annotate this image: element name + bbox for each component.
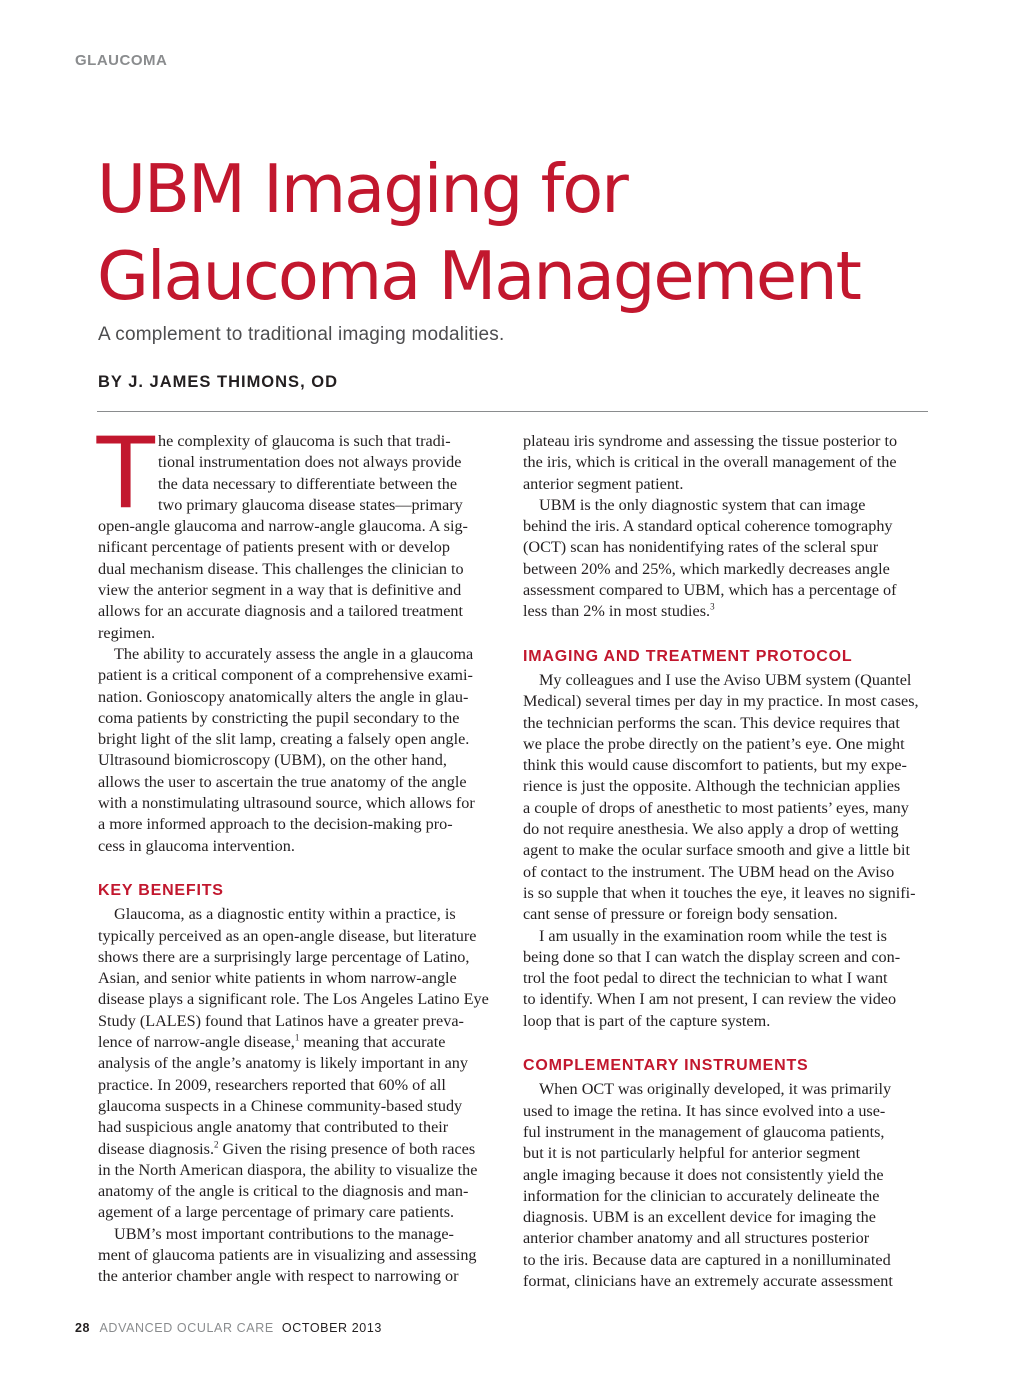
paragraph-oct [523, 1079, 923, 1292]
text-line: had suspicious angle anatomy that contributed to their [98, 1118, 449, 1137]
text-line: anterior chamber anatomy and all structures posterior [523, 1229, 870, 1248]
text-line: (OCT) scan has nonidentifying rates of the scleral spur [523, 538, 879, 557]
intro-paragraph [98, 516, 498, 644]
text-line: nation. Gonioscopy anatomically alters the angle in glau- [98, 687, 469, 706]
text-line: a more informed approach to the decision-making pro- [98, 815, 453, 834]
text-line: anatomy of the angle is critical to the diagnosis and man- [98, 1182, 469, 1201]
header-divider [97, 411, 928, 412]
section-label: GLAUCOMA [75, 52, 168, 69]
text-line: open-angle glaucoma and narrow-angle glaucoma. A sig- [98, 517, 468, 536]
text-line: I am usually in the examination room while the test is [539, 926, 887, 945]
text-line: glaucoma suspects in a Chinese community-based study [98, 1096, 463, 1115]
text-line: UBM’s most important contributions to the manage- [114, 1224, 454, 1243]
text-line: assessment compared to UBM, which has a percentage of [523, 581, 897, 600]
text-line: allows the user to ascertain the true anatomy of the angle [98, 772, 467, 791]
text-line: analysis of the angle’s anatomy is likely important in any [98, 1054, 468, 1073]
text-line: the data necessary to differentiate between the [158, 474, 458, 493]
text-line: Asian, and senior white patients in whom narrow-angle [98, 969, 457, 988]
citation-1: 1 [294, 1032, 300, 1043]
paragraph-continued [523, 431, 923, 495]
text-line: typically perceived as an open-angle disease, but literature [98, 926, 477, 945]
text-line: UBM is the only diagnostic system that can image [539, 495, 866, 514]
issue-date: OCTOBER 2013 [281, 1321, 382, 1335]
text-line: we place the probe directly on the patient’s eye. One might [523, 734, 905, 753]
text-line: The ability to accurately assess the angle in a glaucoma [114, 644, 474, 663]
text-line: do not require anesthesia. We also apply a drop of wetting [523, 820, 899, 839]
paragraph-angle-assessment [98, 644, 498, 857]
paragraph-ubm-only-system [523, 495, 923, 623]
text-line: the anterior chamber angle with respect to narrowing or [98, 1267, 459, 1286]
text-line: being done so that I can watch the display screen and con- [523, 947, 901, 966]
text-line: think this would cause discomfort to patients, but my expe- [523, 756, 907, 775]
citation-2: 2 [214, 1139, 219, 1150]
text-line: When OCT was originally developed, it was primarily [539, 1080, 892, 1099]
text-line: dual mechanism disease. This challenges the clinician to [98, 559, 464, 578]
heading-key-benefits: KEY BENEFITS [98, 882, 224, 900]
text-line: Glaucoma, as a diagnostic entity within a practice, is [114, 905, 456, 924]
text-line: is so supple that when it touches the eye, it leaves no signifi- [523, 883, 916, 902]
text-line: a couple of drops of anesthetic to most patients’ eyes, many [523, 798, 909, 817]
title-line-1: UBM Imaging for [97, 150, 627, 228]
text-line: in the North American diaspora, the ability to visualize the [98, 1160, 478, 1179]
text-line: lence of narrow-angle disease,$^1$ meaning that accurate [98, 1032, 446, 1052]
text-line: Study (LALES) found that Latinos have a greater preva- [98, 1011, 464, 1030]
text-line: nificant percentage of patients present with or develop [98, 538, 450, 557]
text-line: agent to make the ocular surface smooth and give a little bit [523, 841, 911, 860]
text-line: allows for an accurate diagnosis and a tailored treatment [98, 602, 463, 621]
text-line: but it is not particularly helpful for anterior segment [523, 1144, 861, 1163]
text-line: coma patients by constricting the pupil secondary to the [98, 708, 460, 727]
title-line-2: Glaucoma Management [97, 237, 860, 315]
heading-complementary-instruments: COMPLEMENTARY INSTRUMENTS [523, 1057, 809, 1075]
text-line: disease plays a significant role. The Los Angeles Latino Eye [98, 990, 489, 1009]
article-subtitle: A complement to traditional imaging modalities. [98, 324, 505, 345]
text-line: shows there are a surprisingly large percentage of Latino, [98, 947, 470, 966]
text-line: of contact to the instrument. The UBM head on the Aviso [523, 862, 895, 881]
magazine-name: ADVANCED OCULAR CARE [99, 1321, 274, 1335]
text-line: less than 2% in most studies.$^3$ [523, 601, 715, 621]
text-line: to identify. When I am not present, I can review the video [523, 990, 897, 1009]
article-title [97, 146, 860, 320]
text-line: two primary glaucoma disease states—primary [158, 495, 463, 514]
page-footer [75, 1321, 382, 1335]
text-line: ment of glaucoma patients are in visualizing and assessing [98, 1245, 477, 1264]
right-column [523, 431, 923, 1292]
text-line: regimen. [98, 623, 156, 642]
text-line: with a nonstimulating ultrasound source, which allows for [98, 794, 475, 813]
text-line: the technician performs the scan. This device requires that [523, 713, 900, 732]
text-line: Ultrasound biomicroscopy (UBM), on the other hand, [98, 751, 447, 770]
text-line: Medical) several times per day in my practice. In most cases, [523, 692, 919, 711]
text-line: to the iris. Because data are captured in a nonilluminated [523, 1250, 891, 1269]
paragraph-key-benefits [98, 904, 498, 1223]
paragraph-examination-room [523, 926, 923, 1032]
text-line: My colleagues and I use the Aviso UBM system (Quantel [539, 670, 912, 689]
text-line: between 20% and 25%, which markedly decreases angle [523, 559, 890, 578]
text-line: angle imaging because it does not consistently yield the [523, 1165, 884, 1184]
text-line: format, clinicians have an extremely accurate assessment [523, 1271, 893, 1290]
drop-cap: T [94, 414, 158, 530]
text-line: cess in glaucoma intervention. [98, 836, 295, 855]
text-line: practice. In 2009, researchers reported that 60% of all [98, 1075, 446, 1094]
text-line: bright light of the slit lamp, creating a falsely open angle. [98, 730, 470, 749]
text-line: patient is a critical component of a comprehensive exami- [98, 666, 473, 685]
text-line: anterior segment patient. [523, 474, 684, 493]
citation-3: 3 [710, 601, 715, 612]
text-line: trol the foot pedal to direct the technician to what I want [523, 969, 888, 988]
text-line: behind the iris. A standard optical coherence tomography [523, 517, 893, 536]
text-line: view the anterior segment in a way that is definitive and [98, 581, 462, 600]
page-number: 28 [75, 1321, 91, 1335]
text-line: used to image the retina. It has since evolved into a use- [523, 1101, 886, 1120]
text-line: the iris, which is critical in the overall management of the [523, 453, 897, 472]
left-column [94, 414, 498, 1288]
text-line: ful instrument in the management of glaucoma patients, [523, 1122, 885, 1141]
text-line: tional instrumentation does not always provide [158, 453, 462, 472]
text-line: loop that is part of the capture system. [523, 1011, 771, 1030]
heading-imaging-protocol: IMAGING AND TREATMENT PROTOCOL [523, 647, 853, 665]
text-line: disease diagnosis.$^2$ Given the rising presence of both races [98, 1139, 476, 1158]
text-line: agement of a large percentage of primary care patients. [98, 1203, 455, 1222]
text-line: information for the clinician to accurately delineate the [523, 1186, 880, 1205]
text-line: plateau iris syndrome and assessing the tissue posterior to [523, 432, 898, 450]
text-line: cant sense of pressure or foreign body sensation. [523, 905, 838, 924]
byline: BY J. JAMES THIMONS, OD [98, 373, 338, 391]
text-line: rience is just the opposite. Although the technician applies [523, 777, 901, 796]
paragraph-ubm-contributions [98, 1224, 498, 1288]
text-line: he complexity of glaucoma is such that tradi- [158, 432, 451, 450]
paragraph-aviso-system [523, 670, 923, 926]
text-line: diagnosis. UBM is an excellent device for imaging the [523, 1208, 876, 1227]
